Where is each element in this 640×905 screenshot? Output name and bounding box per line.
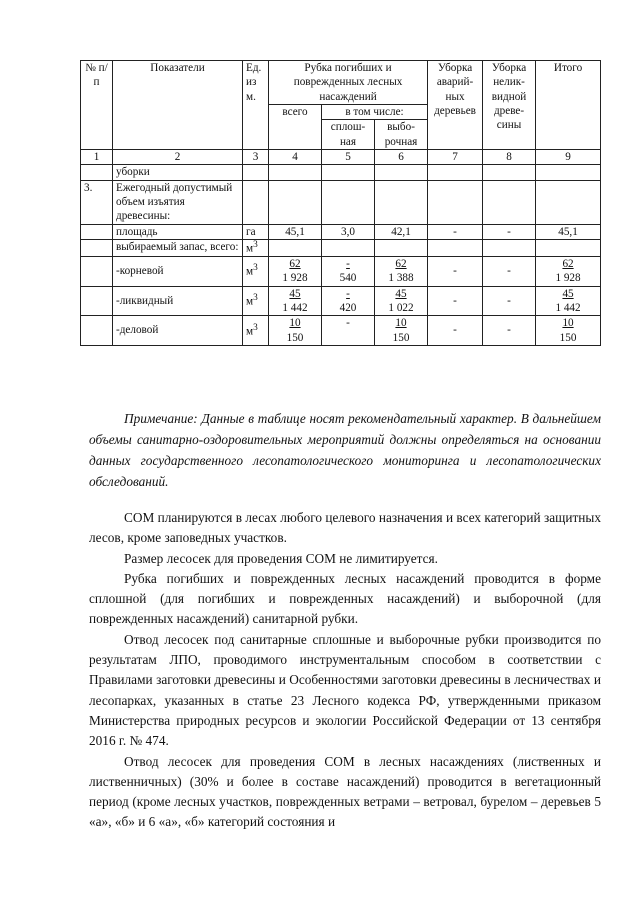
cell-selective: 45 1 022 bbox=[375, 286, 428, 316]
row-label: выбираемый запас, всего: bbox=[113, 239, 243, 256]
cell-illiquid: - bbox=[483, 257, 536, 287]
cell-itogo: 45 1 442 bbox=[536, 286, 601, 316]
column-numbers-row bbox=[81, 149, 601, 164]
header-felling: Рубка погибших и поврежденных лесных насаждений bbox=[269, 61, 428, 105]
header-num: № п/п bbox=[81, 61, 113, 150]
col-num-1: 1 bbox=[81, 149, 113, 164]
row-label: уборки bbox=[113, 165, 243, 180]
table-row-stock bbox=[81, 239, 601, 256]
cell-emergency: - bbox=[428, 224, 483, 239]
cell-selective: 10 150 bbox=[375, 316, 428, 346]
cell-total: 45,1 bbox=[269, 224, 322, 239]
col-num-4: 4 bbox=[269, 149, 322, 164]
header-indicators: Показатели bbox=[113, 61, 243, 150]
row-unit: $м^3$ bbox=[243, 286, 269, 316]
row-unit: $м^3$ bbox=[243, 239, 269, 256]
cell-clear: 3,0 bbox=[322, 224, 375, 239]
table-row-area bbox=[81, 224, 601, 239]
cell-selective: 42,1 bbox=[375, 224, 428, 239]
cell-emergency: - bbox=[428, 257, 483, 287]
col-num-8: 8 bbox=[483, 149, 536, 164]
cell-illiquid: - bbox=[483, 286, 536, 316]
header-total: всего bbox=[269, 104, 322, 149]
cell-clear: - 420 bbox=[322, 286, 375, 316]
header-itogo: Итого bbox=[536, 61, 601, 150]
col-num-5: 5 bbox=[322, 149, 375, 164]
header-illiquid: Уборка нелик- видной древе- сины bbox=[483, 61, 536, 150]
table-row-liquid bbox=[81, 286, 601, 316]
row-label: -корневой bbox=[113, 257, 243, 287]
row-label: -деловой bbox=[113, 316, 243, 346]
table-row-business bbox=[81, 316, 601, 346]
header-emergency: Уборка аварий- ных деревьев bbox=[428, 61, 483, 150]
paragraph: Размер лесосек для проведения СОМ не лимитируется. bbox=[124, 550, 439, 566]
col-num-3: 3 bbox=[243, 149, 269, 164]
row-unit: $м^3$ bbox=[243, 257, 269, 287]
body-text bbox=[89, 508, 601, 833]
cell-illiquid: - bbox=[483, 224, 536, 239]
row-label: Ежегодный допустимый объем изъятия древесины: bbox=[113, 180, 243, 224]
row-unit: га bbox=[243, 224, 269, 239]
row-unit: $м^3$ bbox=[243, 316, 269, 346]
col-num-6: 6 bbox=[375, 149, 428, 164]
cell-emergency: - bbox=[428, 286, 483, 316]
cell-itogo: 10 150 bbox=[536, 316, 601, 346]
header-unit: Ед. из м. bbox=[243, 61, 269, 150]
table-note: Примечание: Данные в таблице носят рекомендательный характер. В дальнейшем объемы санитарно-оздоровительных мероприятий должны определяться на основании данных государственного лесопатологического мониторинга и лесопатологических обследований. bbox=[89, 411, 601, 489]
row-label: -ликвидный bbox=[113, 286, 243, 316]
paragraph: Отвод лесосек под санитарные сплошные и выборочные рубки производится по результатам ЛПО, проводимого инструментальным способом в соответствии с Правилами заготовки древесины и Особенностями заготовки древесины в лесничествах и лесопарках, указанных в статье 23 Лесного кодекса РФ, утвержденными приказом Министерства природных ресурсов и экологии Российской Федерации от 13 сентября 2016 г. № 474. bbox=[89, 631, 601, 749]
volume-table bbox=[80, 60, 601, 346]
cell-total: 62 1 928 bbox=[269, 257, 322, 287]
row-num: 3. bbox=[81, 180, 113, 224]
header-row-1 bbox=[81, 61, 601, 105]
col-num-7: 7 bbox=[428, 149, 483, 164]
cell-clear: - bbox=[322, 316, 375, 346]
cell-itogo: 45,1 bbox=[536, 224, 601, 239]
paragraph: СОМ планируются в лесах любого целевого назначения и всех категорий защитных лесов, кроме заповедных участков. bbox=[89, 510, 601, 546]
paragraph: Рубка погибших и поврежденных лесных насаждений проводится в форме сплошной (для погибших и поврежденных насаждений) и выборочной (для поврежденных насаждений) санитарной рубки. bbox=[89, 570, 601, 627]
cell-itogo: 62 1 928 bbox=[536, 257, 601, 287]
col-num-9: 9 bbox=[536, 149, 601, 164]
cell-selective: 62 1 388 bbox=[375, 257, 428, 287]
row-label: площадь bbox=[113, 224, 243, 239]
cell-total: 45 1 442 bbox=[269, 286, 322, 316]
table-row-continuation bbox=[81, 165, 601, 180]
header-clear: сплош- ная bbox=[322, 120, 375, 150]
table-row-root bbox=[81, 257, 601, 287]
cell-clear: - 540 bbox=[322, 257, 375, 287]
cell-emergency: - bbox=[428, 316, 483, 346]
cell-illiquid: - bbox=[483, 316, 536, 346]
header-incl: в том числе: bbox=[322, 104, 428, 119]
col-num-2: 2 bbox=[113, 149, 243, 164]
header-selective: выбо- рочная bbox=[375, 120, 428, 150]
table-row-section-3 bbox=[81, 180, 601, 224]
paragraph: Отвод лесосек для проведения СОМ в лесных насаждениях (лиственных и лиственничных) (30% и более в составе насаждений) проводится в вегетационный период (кроме лесных участков, поврежденных ветрами – ветровал, бурелом – деревьев 5 «а», «б» и 6 «а», «б» категорий состояния и bbox=[89, 753, 601, 830]
cell-total: 10 150 bbox=[269, 316, 322, 346]
